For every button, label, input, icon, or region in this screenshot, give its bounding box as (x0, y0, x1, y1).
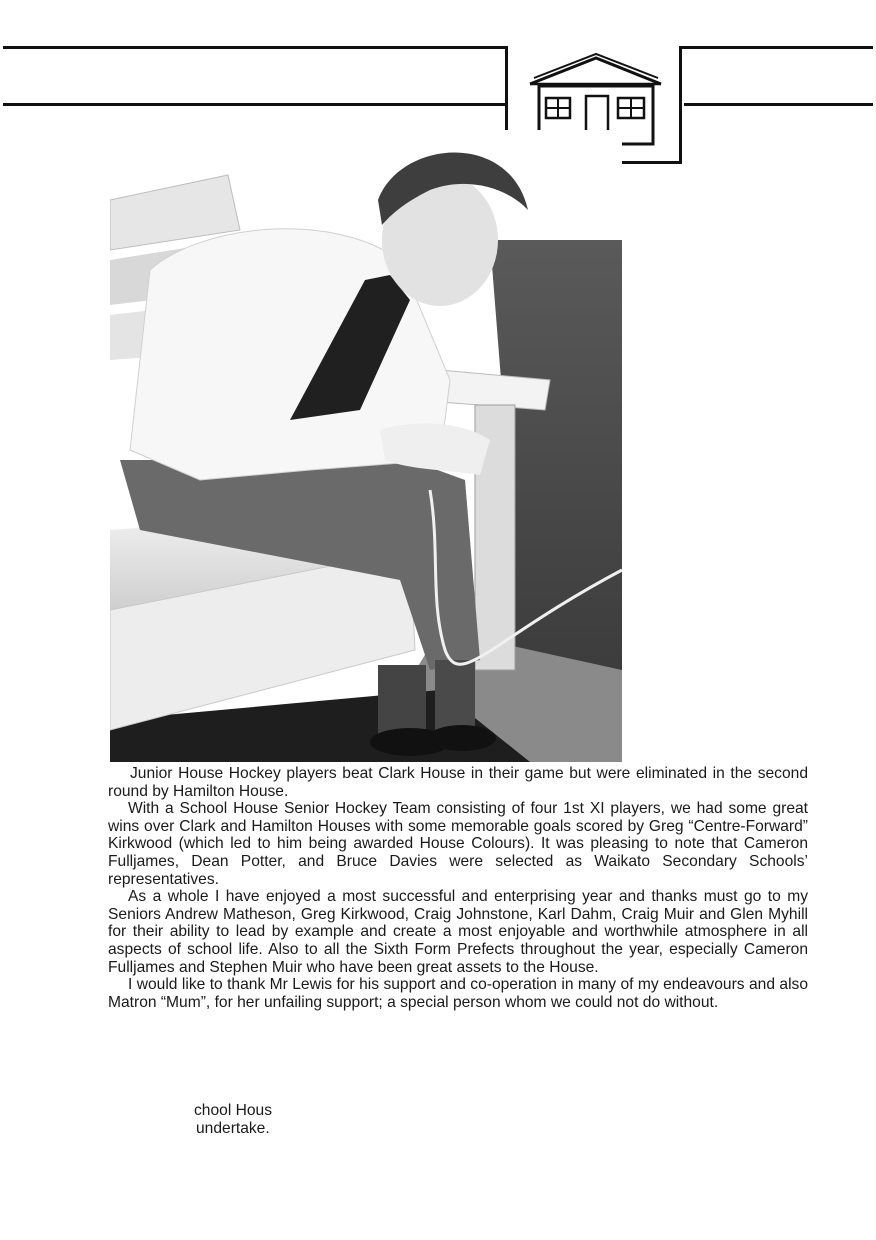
article-paragraph: I would like to thank Mr Lewis for his support and co-operation in many of my endeavours and also Matron “Mum”, for her unfailing support; a special person whom we could not do without. (108, 976, 808, 1011)
header-rule-left (3, 103, 506, 106)
header-rule-top (3, 46, 873, 49)
photo-boy-on-bench (110, 130, 622, 762)
article-paragraph: Junior House Hockey players beat Clark House in their game but were eliminated in the second round by Hamilton House. (108, 765, 808, 800)
article-body (108, 765, 808, 1011)
header-rule-right (684, 103, 873, 106)
text-fragment (194, 1102, 272, 1138)
fragment-line-2: undertake. (196, 1120, 270, 1137)
fragment-line-1: chool Hous (194, 1102, 273, 1119)
article-paragraph: As a whole I have enjoyed a most successful and enterprising year and thanks must go to my Seniors Andrew Matheson, Greg Kirkwood, Craig Johnstone, Karl Dahm, Craig Muir and Glen Myhill for their ability to lead by example and create a most enjoyable and worthwhile atmosphere in all aspects of school life. Also to all the Sixth Form Prefects throughout the year, especially Cameron Fulljames and Stephen Muir who have been great assets to the House. (108, 888, 808, 976)
article-paragraph: With a School House Senior Hockey Team consisting of four 1st XI players, we had some great wins over Clark and Hamilton Houses with some memorable goals scored by Greg “Centre-Forward” Kirkwood (which led to him being awarded House Colours). It was pleasing to note that Cameron Fulljames, Dean Potter, and Bruce Davies were selected as Waikato Secondary Schools’ representatives. (108, 800, 808, 888)
